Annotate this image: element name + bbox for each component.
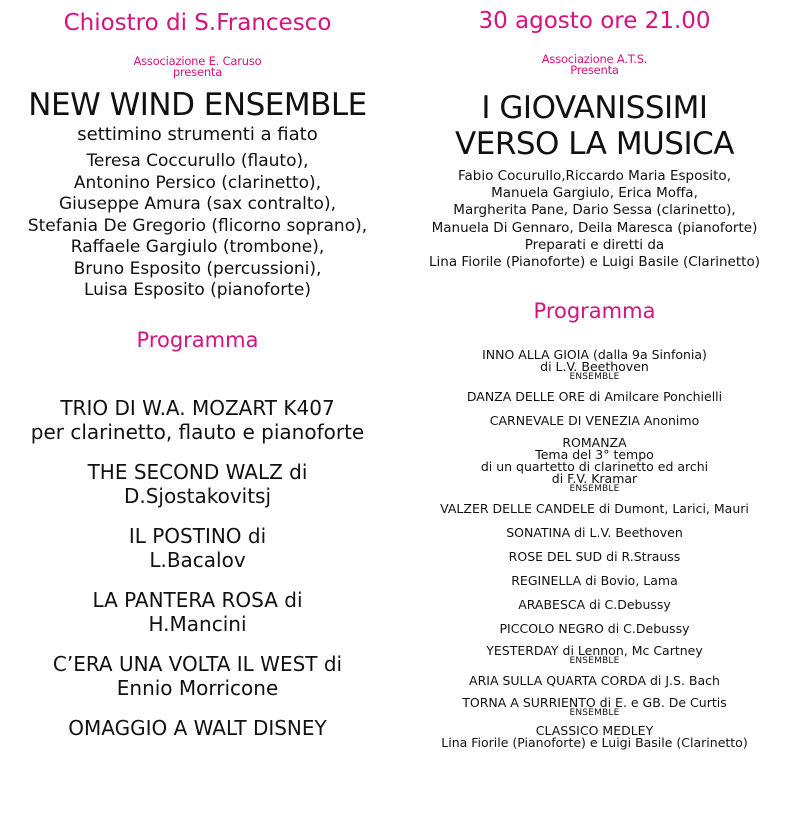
ensemble-label: ENSEMBLE: [569, 708, 620, 719]
right-title-line1: I GIOVANISSIMI: [481, 90, 708, 126]
performer-line: Raffaele Gargiulo (trombone),: [70, 237, 325, 257]
program-line: LA PANTERA ROSA di: [92, 587, 303, 612]
program-line: ROMANZA: [562, 435, 627, 451]
performer-line: Fabio Cocurullo,Riccardo Maria Esposito,: [458, 168, 731, 184]
left-association-name: Associazione E. Caruso: [133, 54, 262, 68]
right-title-line2: VERSO LA MUSICA: [455, 126, 734, 162]
right-column: [400, 0, 789, 757]
program-line: YESTERDAY di Lennon, Mc Cartney: [486, 643, 703, 659]
performer-line: Lina Fiorile (Pianoforte) e Luigi Basile (Clarinetto): [429, 254, 760, 271]
program-line: TORNA A SURRIENTO di E. e GB. De Curtis: [462, 695, 727, 711]
ensemble-label: ENSEMBLE: [569, 484, 620, 495]
performer-line: Bruno Esposito (percussioni),: [73, 258, 322, 279]
program-item: [0, 524, 395, 572]
right-association: [400, 54, 789, 76]
program-item: [400, 673, 789, 689]
program-item: [400, 525, 789, 541]
left-presenta: presenta: [172, 65, 223, 79]
ensemble-label: ENSEMBLE: [569, 656, 620, 667]
performer-line: Margherita Pane, Dario Sessa (clarinetto),: [453, 202, 736, 219]
venue-heading: Chiostro di S.Francesco: [63, 10, 332, 36]
performer-line: Preparati e diretti da: [524, 236, 665, 253]
program-item: [0, 588, 395, 636]
program-item: [400, 349, 789, 381]
program-line: ARABESCA di C.Debussy: [518, 597, 671, 613]
program-item: [400, 501, 789, 517]
left-subtitle: settimino strumenti a fiato: [77, 124, 318, 145]
program-line: SONATINA di L.V. Beethoven: [506, 525, 683, 541]
left-column: [0, 0, 395, 756]
right-title: [400, 90, 789, 162]
left-programma-heading: Programma: [136, 327, 259, 352]
program-line: Lina Fiorile (Pianoforte) e Luigi Basile (Clarinetto): [441, 735, 748, 751]
program-line: Tema del 3° tempo: [535, 447, 654, 463]
program-line: per clarinetto, flauto e pianoforte: [30, 419, 365, 444]
program-line: di un quartetto di clarinetto ed archi: [480, 459, 709, 475]
program-line: CARNEVALE DI VENEZIA Anonimo: [489, 413, 700, 429]
program-item: [0, 396, 395, 444]
datetime-heading: 30 agosto ore 21.00: [478, 8, 711, 34]
program-line: REGINELLA di Bovio, Lama: [511, 573, 678, 589]
program-item: [400, 621, 789, 637]
program-line: TRIO DI W.A. MOZART K407: [60, 395, 335, 420]
program-line: CLASSICO MEDLEY: [535, 723, 654, 739]
program-item: [0, 460, 395, 508]
program-line: PICCOLO NEGRO di C.Debussy: [499, 621, 690, 637]
left-performers: [0, 151, 395, 302]
program-line: VALZER DELLE CANDELE di Dumont, Larici, Mauri: [440, 501, 749, 517]
program-item: [0, 716, 395, 740]
program-line: OMAGGIO A WALT DISNEY: [68, 715, 327, 740]
program-line: di L.V. Beethoven: [540, 359, 649, 375]
program-line: L.Bacalov: [149, 547, 246, 572]
performer-line: Giuseppe Amura (sax contralto),: [59, 194, 336, 214]
performer-line: Manuela Di Gennaro, Deila Maresca (pianoforte): [431, 219, 758, 236]
program-item: [400, 389, 789, 405]
program-line: di F.V. Kramar: [551, 471, 638, 487]
performer-line: Manuela Gargiulo, Erica Moffa,: [491, 185, 698, 202]
performer-line: Luisa Esposito (pianoforte): [83, 280, 312, 300]
program-item: [0, 652, 395, 700]
program-item: [400, 697, 789, 717]
program-line: D.Sjostakovitsj: [123, 483, 272, 508]
performer-line: Stefania De Gregorio (flicorno soprano),: [27, 215, 368, 236]
program-line: H.Mancini: [148, 611, 247, 636]
program-line: DANZA DELLE ORE di Amilcare Ponchielli: [466, 389, 723, 405]
right-programma-heading: Programma: [533, 299, 656, 324]
program-line: ARIA SULLA QUARTA CORDA di J.S. Bach: [469, 673, 720, 689]
program-item: [400, 725, 789, 749]
left-program-list: [0, 396, 395, 740]
right-presenta: Presenta: [570, 63, 619, 77]
program-item: [400, 413, 789, 429]
left-association: [0, 56, 395, 78]
right-association-name: Associazione A.T.S.: [541, 52, 648, 66]
performer-line: Teresa Coccurullo (flauto),: [86, 151, 309, 171]
program-line: Ennio Morricone: [116, 675, 279, 700]
performer-line: Antonino Persico (clarinetto),: [73, 172, 322, 193]
program-item: [400, 573, 789, 589]
program-item: [400, 437, 789, 493]
program-item: [400, 549, 789, 565]
program-line: IL POSTINO di: [128, 523, 267, 548]
right-performers: [400, 168, 789, 271]
program-line: ROSE DEL SUD di R.Strauss: [508, 549, 681, 565]
program-item: [400, 597, 789, 613]
left-title: NEW WIND ENSEMBLE: [28, 87, 367, 123]
program-line: THE SECOND WALZ di: [87, 459, 308, 484]
right-program-list: [400, 349, 789, 749]
program-line: INNO ALLA GIOIA (dalla 9a Sinfonia): [482, 347, 707, 363]
program-line: C’ERA UNA VOLTA IL WEST di: [52, 651, 343, 676]
ensemble-label: ENSEMBLE: [569, 372, 620, 383]
program-item: [400, 645, 789, 665]
